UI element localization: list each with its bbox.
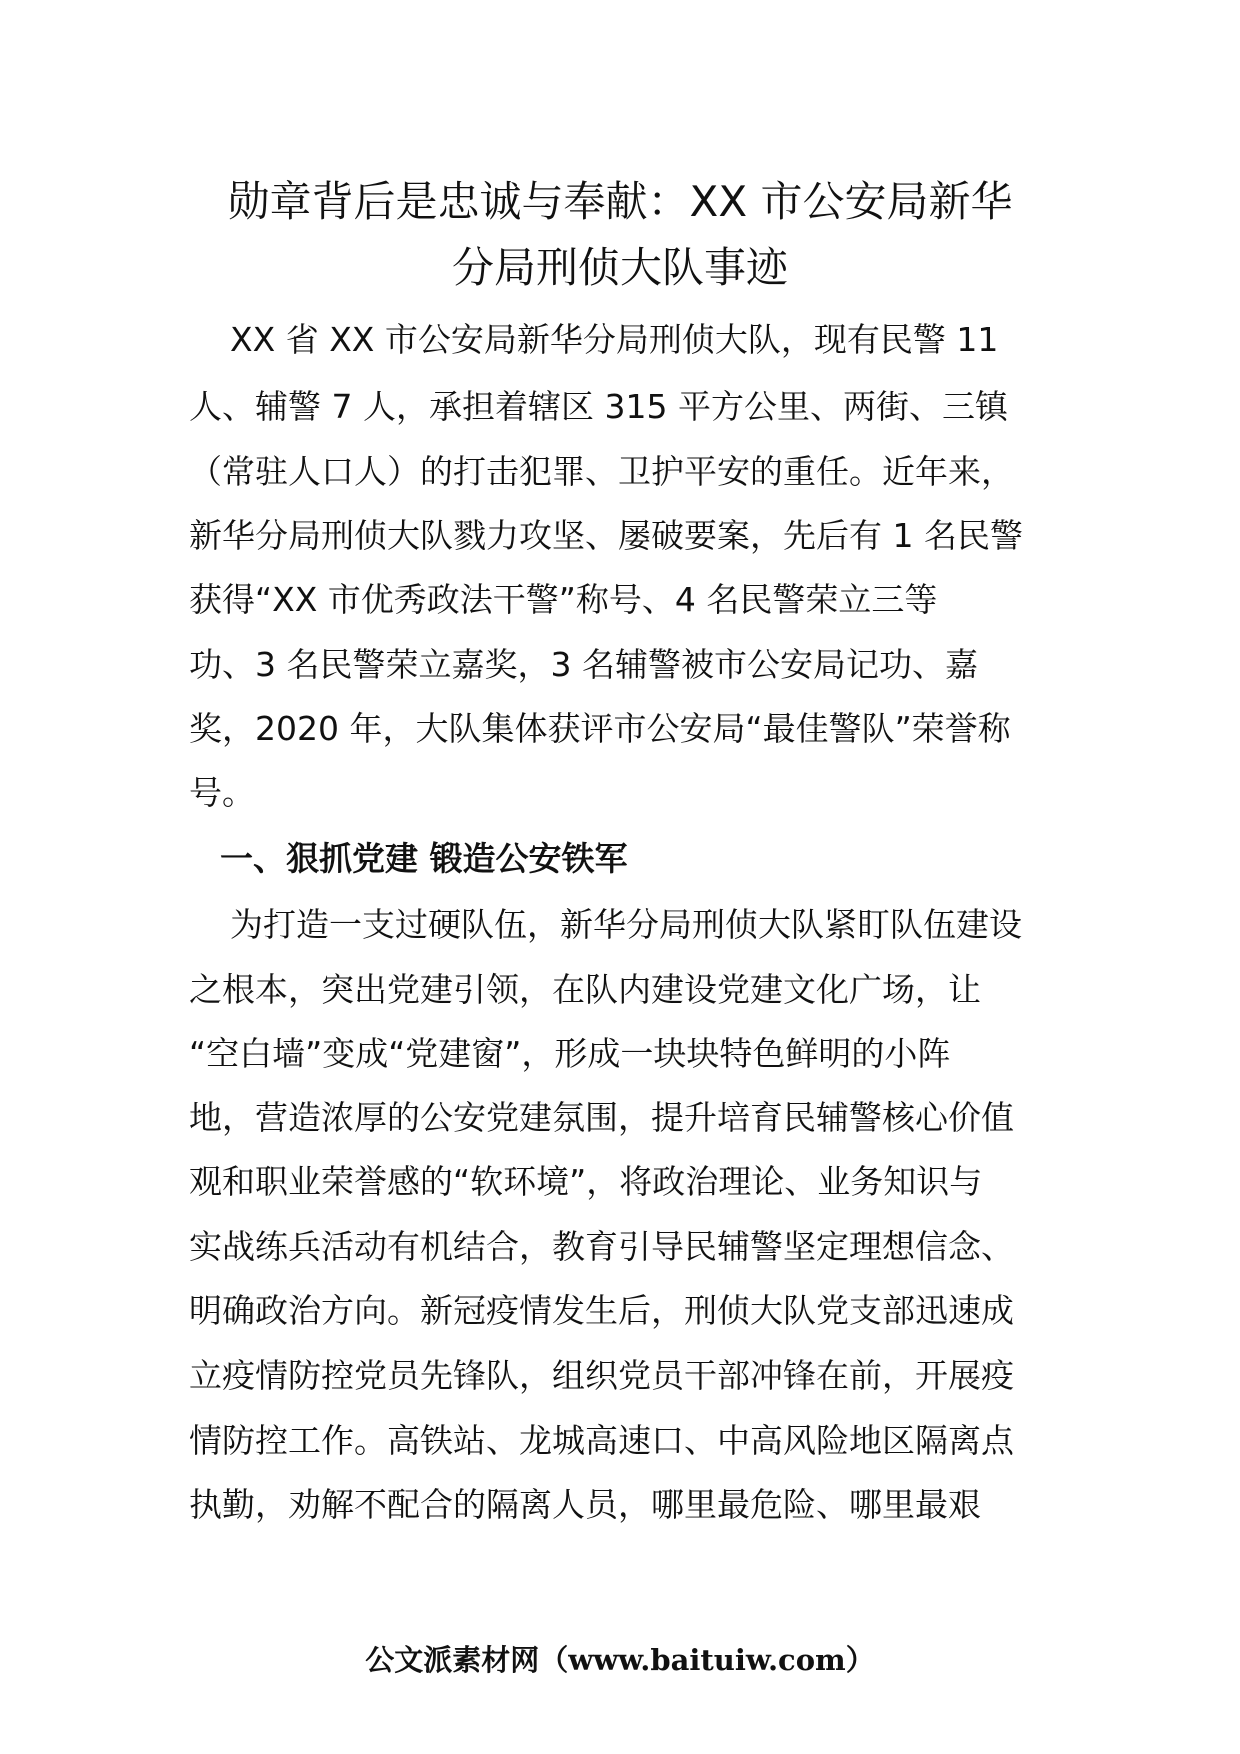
intro-line-4: 新华分局刑侦大队戮力攻坚、屡破要案，先后有 1 名民警: [189, 516, 1023, 555]
section-1-heading: 一、狠抓党建 锻造公安铁军: [220, 839, 628, 878]
document-title-line-1: 勋章背后是忠诚与奉献：XX 市公安局新华: [227, 177, 1013, 226]
footer-watermark-text: 公文派素材网（www.baituiw.com）: [365, 1643, 875, 1677]
section-1-line-9: 情防控工作。高铁站、龙城高速口、中高风险地区隔离点: [189, 1421, 1014, 1460]
intro-line-2: 人、辅警 7 人，承担着辖区 315 平方公里、两街、三镇: [189, 387, 1008, 426]
section-1-line-2: 之根本，突出党建引领，在队内建设党建文化广场，让: [189, 970, 981, 1009]
section-1-line-6: 实战练兵活动有机结合，教育引导民辅警坚定理想信念、: [189, 1227, 1014, 1266]
section-1-line-7: 明确政治方向。新冠疫情发生后，刑侦大队党支部迅速成: [189, 1291, 1014, 1330]
section-1-line-1: 为打造一支过硬队伍，新华分局刑侦大队紧盯队伍建设: [230, 905, 1022, 944]
section-1-line-5: 观和职业荣誉感的“软环境”，将政治理论、业务知识与: [189, 1162, 983, 1201]
intro-line-6: 功、3 名民警荣立嘉奖，3 名辅警被市公安局记功、嘉: [189, 645, 978, 684]
intro-line-5: 获得“XX 市优秀政法干警”称号、4 名民警荣立三等: [189, 580, 938, 619]
intro-line-3: （常驻人口人）的打击犯罪、卫护平安的重任。近年来，: [189, 452, 1014, 491]
section-1-line-10: 执勤，劝解不配合的隔离人员，哪里最危险、哪里最艰: [189, 1485, 981, 1524]
section-1-line-3: “空白墙”变成“党建窗”，形成一块块特色鲜明的小阵: [189, 1034, 951, 1073]
document-title-line-2: 分局刑侦大队事迹: [451, 243, 788, 292]
section-1-line-8: 立疫情防控党员先锋队，组织党员干部冲锋在前，开展疫: [189, 1356, 1014, 1395]
section-1-line-4: 地，营造浓厚的公安党建氛围，提升培育民辅警核心价值: [189, 1098, 1014, 1137]
intro-line-1: XX 省 XX 市公安局新华分局刑侦大队，现有民警 11: [230, 320, 999, 359]
intro-line-8: 号。: [189, 773, 255, 812]
intro-line-7: 奖，2020 年，大队集体获评市公安局“最佳警队”荣誉称: [189, 709, 1011, 748]
